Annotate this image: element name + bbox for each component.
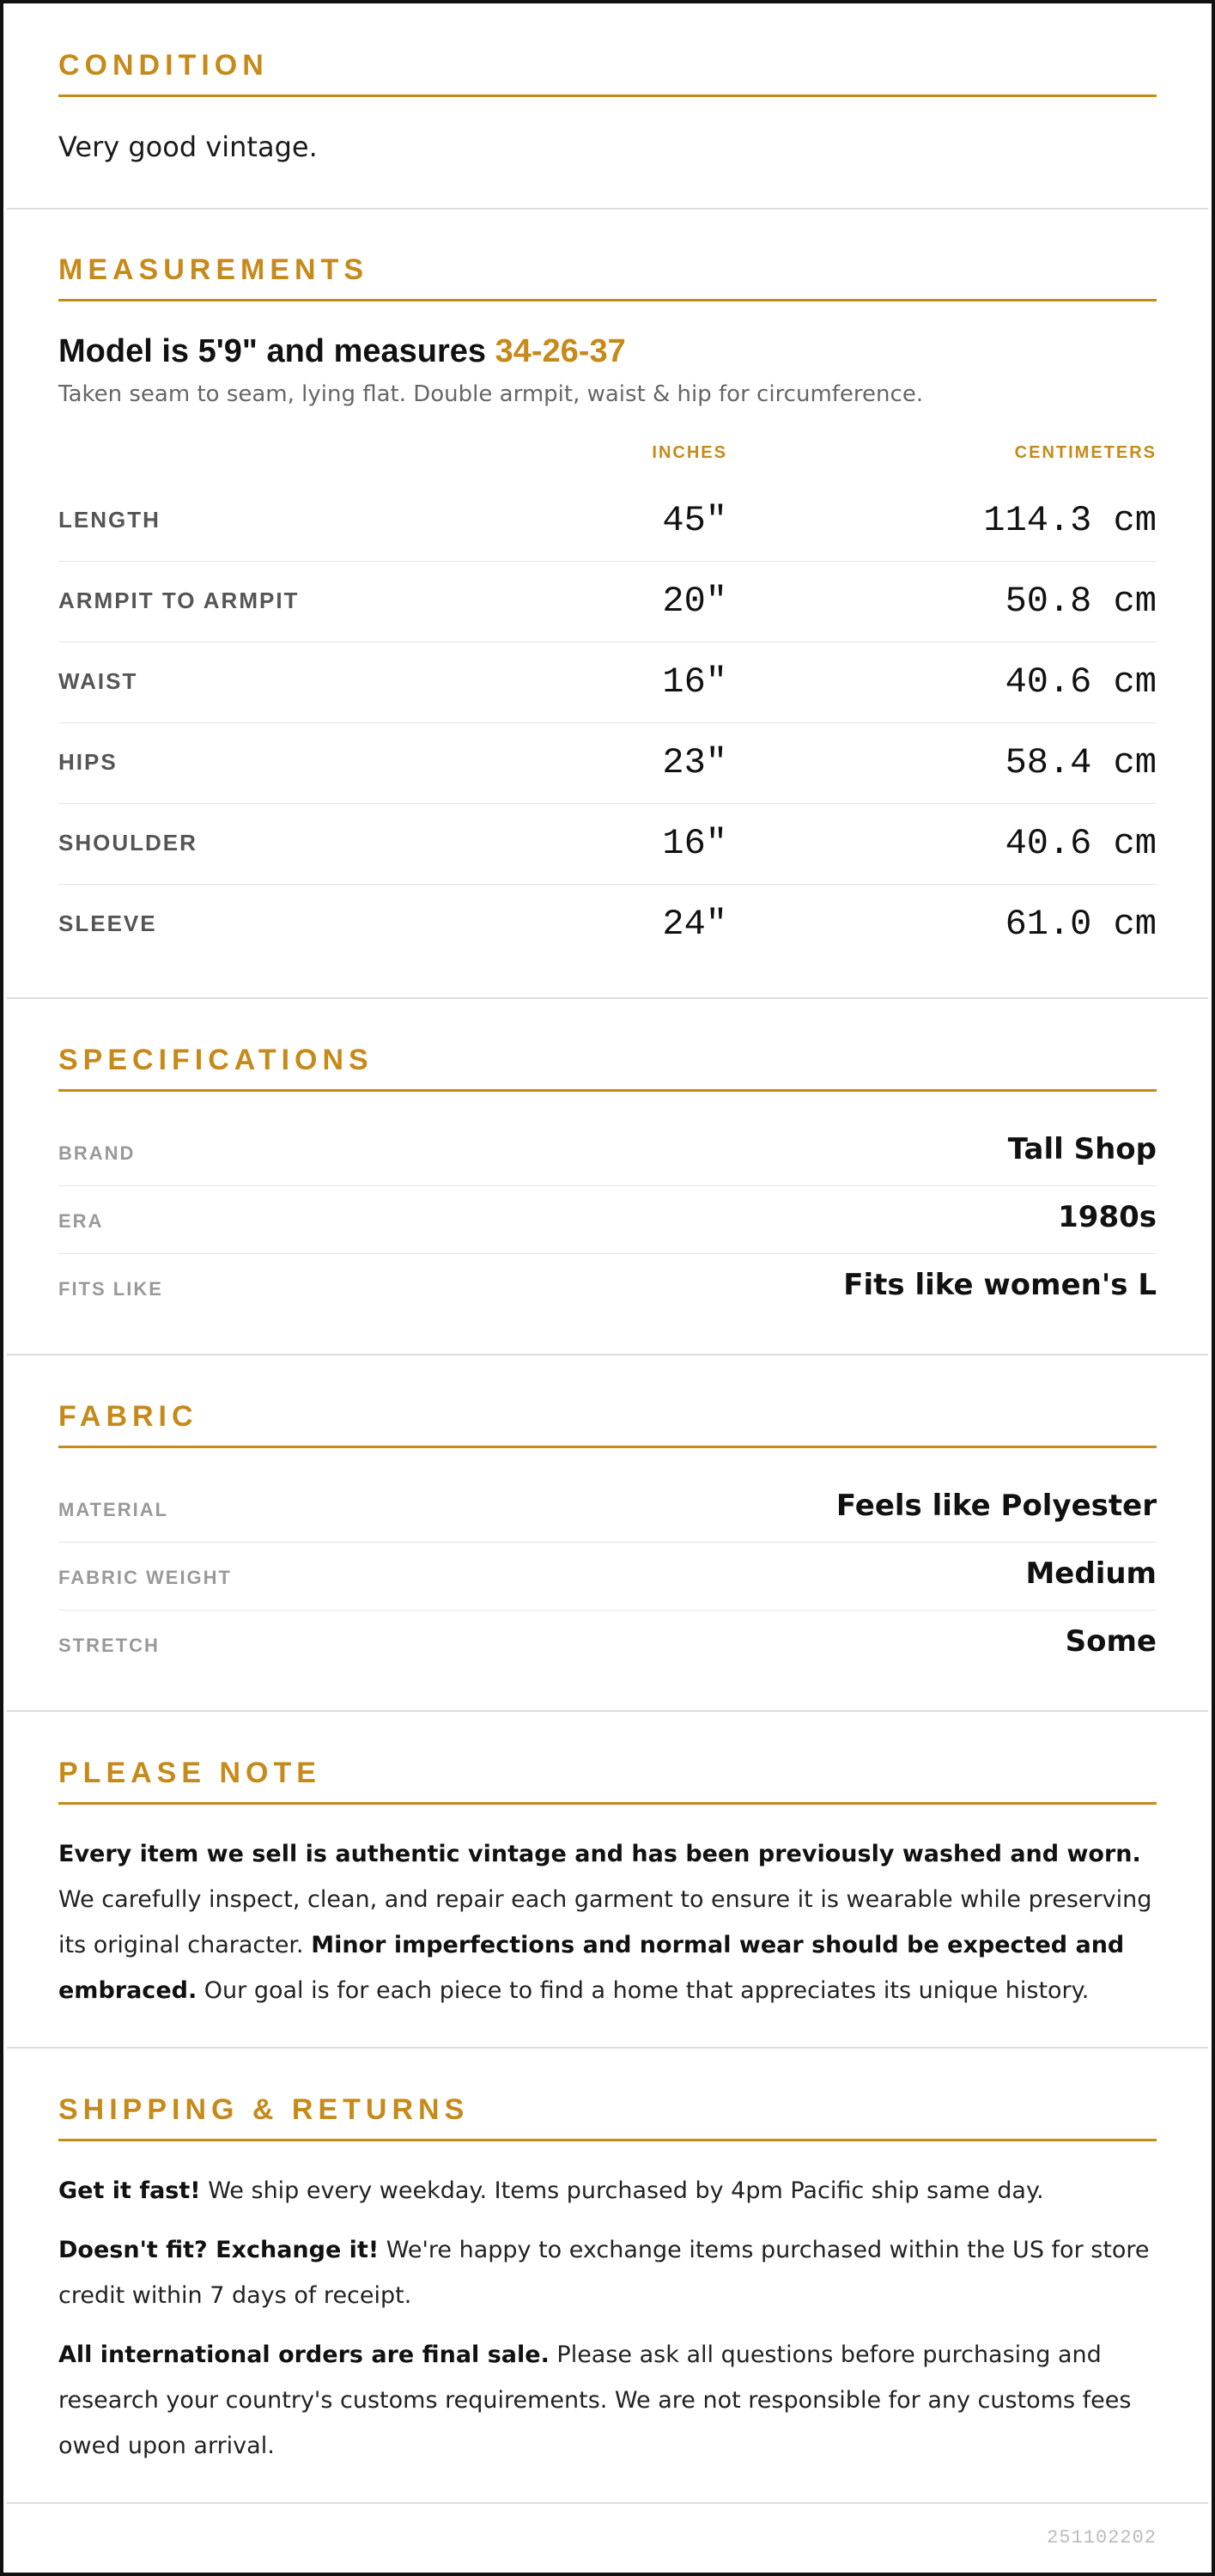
please-note-bold-1: Every item we sell is authentic vintage and has been previously washed and worn. — [58, 1841, 1141, 1867]
column-header-centimeters: CENTIMETERS — [1014, 443, 1157, 462]
measurement-cm: 50.8 cm — [1005, 581, 1157, 622]
model-measurements — [58, 333, 626, 370]
measurements-section — [7, 210, 1208, 999]
please-note-bold-2: Minor imperfections and normal wear should be expected and embraced. — [58, 1932, 1125, 2004]
shipping-paragraph-3 — [58, 2332, 1157, 2469]
measurement-cm: 40.6 cm — [1005, 661, 1157, 703]
shipping-paragraph-2 — [58, 2227, 1157, 2318]
condition-heading: CONDITION — [58, 49, 269, 82]
fabric-row-weight — [58, 1543, 1157, 1611]
model-accent: 34-26-37 — [495, 333, 626, 369]
condition-heading-rule — [58, 94, 1157, 97]
spec-row-era — [58, 1186, 1157, 1254]
measurement-inches: 20" — [662, 581, 727, 622]
fabric-label: FABRIC WEIGHT — [58, 1567, 232, 1588]
condition-text: Very good vintage. — [58, 131, 318, 163]
shipping-text-1: We ship every weekday. Items purchased by 4pm Pacific ship same day. — [200, 2177, 1044, 2204]
spec-label: BRAND — [58, 1142, 136, 1164]
fabric-heading-rule — [58, 1446, 1157, 1448]
measurements-heading: MEASUREMENTS — [58, 253, 369, 286]
specifications-heading-rule — [58, 1089, 1157, 1092]
shipping-bold-3: All international orders are final sale. — [58, 2342, 550, 2368]
measurement-inches: 45" — [662, 500, 727, 541]
measurement-row — [58, 562, 1157, 642]
shipping-text-3: Please ask all questions before purchasing and research your country's customs requirements. We are not responsible for any customs fees owed upon arrival. — [58, 2342, 1132, 2459]
shipping-text-2: We're happy to exchange items purchased within the US for store credit within 7 days of receipt. — [58, 2237, 1150, 2309]
measurement-note: Taken seam to seam, lying flat. Double armpit, waist & hip for circumference. — [58, 381, 924, 407]
condition-section — [7, 3, 1208, 210]
measurement-inches: 16" — [662, 661, 727, 703]
measurement-inches: 23" — [662, 742, 727, 783]
footer-product-id: 251102202 — [1047, 2527, 1157, 2549]
measurement-row — [58, 723, 1157, 804]
measurement-cm: 40.6 cm — [1005, 823, 1157, 864]
spec-value: Fits like women's L — [843, 1268, 1157, 1302]
column-header-inches: INCHES — [652, 443, 727, 462]
measurement-row — [58, 804, 1157, 885]
measurement-cm: 114.3 cm — [983, 500, 1157, 541]
measurement-label: LENGTH — [58, 507, 161, 533]
fabric-label: MATERIAL — [58, 1499, 169, 1520]
measurement-row — [58, 885, 1157, 965]
measurements-heading-rule — [58, 299, 1157, 301]
fabric-value: Feels like Polyester — [835, 1489, 1157, 1523]
fabric-row-material — [58, 1475, 1157, 1543]
please-note-section — [7, 1712, 1208, 2049]
spec-row-brand — [58, 1118, 1157, 1186]
spec-label: FITS LIKE — [58, 1278, 163, 1300]
measurement-cm: 61.0 cm — [1005, 904, 1157, 945]
spec-value: Tall Shop — [1007, 1132, 1157, 1166]
please-note-text — [58, 1831, 1157, 2013]
measurement-label: HIPS — [58, 749, 118, 775]
measurement-inches: 16" — [662, 823, 727, 864]
fabric-heading: FABRIC — [58, 1400, 198, 1433]
measurement-inches: 24" — [662, 904, 727, 945]
specifications-section — [7, 999, 1208, 1355]
fabric-value: Medium — [1025, 1556, 1157, 1591]
fabric-row-stretch — [58, 1611, 1157, 1678]
fabric-value: Some — [1065, 1624, 1157, 1659]
fabric-label: STRETCH — [58, 1635, 160, 1656]
spec-value: 1980s — [1058, 1200, 1157, 1234]
shipping-heading-rule — [58, 2139, 1157, 2141]
please-note-heading-rule — [58, 1802, 1157, 1805]
measurement-label: ARMPIT TO ARMPIT — [58, 588, 300, 613]
spec-label: ERA — [58, 1210, 104, 1232]
measurement-row — [58, 481, 1157, 562]
shipping-heading: SHIPPING & RETURNS — [58, 2093, 470, 2126]
measurement-cm: 58.4 cm — [1005, 742, 1157, 783]
measurement-row — [58, 642, 1157, 723]
model-prefix: Model is 5'9" and measures — [58, 333, 495, 369]
please-note-text-1: We carefully inspect, clean, and repair each garment to ensure it is wearable while preserving its original character. — [58, 1886, 1152, 1958]
measurement-label: WAIST — [58, 668, 138, 694]
measurement-label: SHOULDER — [58, 830, 197, 856]
shipping-section — [7, 2049, 1208, 2504]
shipping-bold-2: Doesn't fit? Exchange it! — [58, 2237, 380, 2263]
please-note-heading: PLEASE NOTE — [58, 1757, 321, 1789]
fabric-section — [7, 1355, 1208, 1712]
measurement-label: SLEEVE — [58, 910, 157, 936]
specifications-heading: SPECIFICATIONS — [58, 1044, 374, 1076]
shipping-paragraph-1 — [58, 2168, 1157, 2214]
shipping-bold-1: Get it fast! — [58, 2177, 201, 2204]
spec-row-fits-like — [58, 1254, 1157, 1322]
please-note-text-2: Our goal is for each piece to find a home that appreciates its unique history. — [197, 1977, 1090, 2004]
